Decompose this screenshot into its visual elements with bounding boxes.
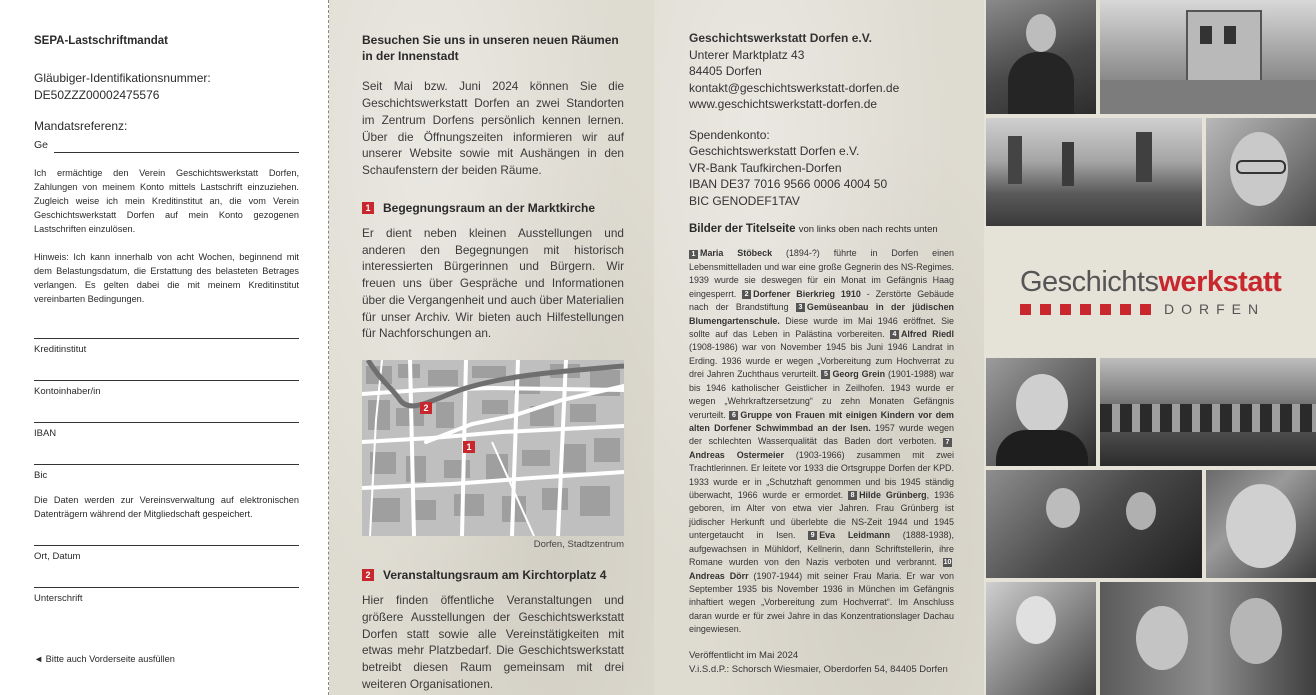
field-bic[interactable]: Bic	[34, 464, 299, 494]
logo-square-icon	[1040, 304, 1051, 315]
visdp: V.i.S.d.P.: Schorsch Wiesmaier, Oberdorfen 54, 84405 Dorfen	[689, 664, 948, 676]
map-graphic	[362, 360, 624, 536]
sepa-panel	[0, 0, 329, 695]
address-block	[689, 30, 954, 113]
captions-subtitle: von links oben nach rechts unten	[798, 224, 938, 236]
contact-panel	[654, 0, 984, 695]
footer-note	[34, 653, 175, 666]
map-caption: Dorfen, Stadtzentrum	[533, 539, 624, 551]
mandate-label: Mandatsreferenz:	[34, 119, 128, 134]
city: 84405 Dorfen	[689, 64, 762, 79]
caption-number-3: 3	[796, 303, 805, 312]
logo-part-2: werkstatt	[1158, 266, 1282, 298]
photo-maria-stoebeck	[986, 0, 1096, 114]
photo-andreas-ostermeier	[986, 470, 1202, 578]
photo-alfred-riedl	[1206, 118, 1316, 226]
logo-dorfen: DORFEN	[1164, 301, 1266, 317]
map-marker-1[interactable]: 1	[463, 441, 475, 453]
arrow-left-icon: ◄	[34, 654, 44, 664]
field-iban[interactable]: IBAN	[34, 422, 299, 464]
visit-intro: Seit Mai bzw. Juni 2024 können Sie die Geschichtswerkstatt Dorfen an zwei Standorten im Zentrum Dorfens persönlich kennen lernen. Über die Öffnungszeiten informieren wir auf unserer Website sowie mit Aushängen in den Schaufenstern der beiden Räume.	[362, 79, 624, 178]
caption-text-5: (1901-1988) war bis 1946 katholischer Geistlicher in Zeilhofen. 1943 wurde er wegen „Wehrkraftzersetzung“ zu zehn Monaten Gefängnis verurteilt.	[689, 369, 954, 420]
caption-number-6: 6	[729, 411, 738, 420]
visit-title: Besuchen Sie uns in unseren neuen Räumen in der Innenstadt	[362, 33, 619, 64]
caption-name-3: Gemüseanbau in der jüdischen Blumengartenschule.	[689, 302, 954, 326]
bank-name: VR-Bank Taufkirchen-Dorfen	[689, 160, 842, 175]
marker-1-icon: 1	[362, 202, 374, 214]
caption-name-8: Hilde Grünberg	[859, 490, 927, 501]
caption-text-1: (1894-?) führte in Dorfen einen Lebensmittelladen und war eine große Gegnerin des NS-Regimes. 1939 wurde sie deswegen für ein Monat im Gefängnis Haag eingesperrt.	[689, 248, 954, 299]
caption-text-3: Diese wurde im Mai 1946 eröffnet. Sie sollte auf das Leben in Palästina vorbereiten.	[689, 315, 954, 339]
email-link[interactable]: kontakt@geschichtswerkstatt-dorfen.de	[689, 80, 900, 95]
iban: IBAN DE37 7016 9566 0006 4004 50	[689, 177, 888, 192]
caption-number-4: 4	[890, 330, 899, 339]
section-2-title: Veranstaltungsraum am Kirchtorplatz 4	[383, 568, 607, 583]
logo-subline	[1020, 301, 1281, 317]
caption-number-1: 1	[689, 250, 698, 259]
hint-text: Hinweis: Ich kann innerhalb von acht Wochen, beginnend mit dem Belastungsdatum, die Erstattung des belasteten Betrages verlangen. Es gelten dabei die mit meinem Kreditinstitut vereinbarten Bedingungen.	[34, 251, 299, 304]
visit-panel	[329, 0, 654, 695]
caption-text-2: - Zerstörte Gebäude nach der Brandstiftung	[689, 288, 955, 313]
logo-square-icon	[1120, 304, 1131, 315]
sepa-title: SEPA-Lastschriftmandat	[34, 35, 168, 47]
website-link[interactable]: www.geschichtswerkstatt-dorfen.de	[689, 97, 878, 112]
photo-gemueseanbau	[986, 118, 1202, 226]
photo-panel	[984, 0, 1316, 695]
photo-schwimmbad-group	[1100, 358, 1316, 466]
field-ort-datum[interactable]: Ort, Datum	[34, 545, 299, 587]
mandate-prefix: Ge	[34, 138, 49, 151]
street: Unterer Marktplatz 43	[689, 47, 805, 62]
captions-text	[689, 247, 954, 636]
photo-hilde-gruenberg	[1206, 470, 1316, 578]
logo-wordmark	[1020, 266, 1281, 299]
caption-text-6: 1957 wurde wegen der schlechten Wasserqualität das Baden dort verboten.	[689, 422, 955, 447]
caption-number-5: 5	[821, 370, 830, 379]
caption-number-2: 2	[742, 290, 751, 299]
org-name: Geschichtswerkstatt Dorfen e.V.	[689, 31, 872, 45]
caption-name-9: Eva Leidmann	[819, 530, 891, 541]
logo-square-icon	[1060, 304, 1071, 315]
caption-text-8: , 1936 geboren, im Alter von etwa vier Jahren. Frau Grünberg ist jüdischer Herkunft und überlebte die NS-Zeit 1944 und 1945 untergetaucht in Isen.	[689, 490, 954, 541]
caption-name-10: Andreas Dörr	[689, 570, 749, 581]
caption-text-9: (1888-1938), aufgewachsen in Mühldorf, Kellnerin, dann Schriftstellerin, ihre Romane wurden von den Nazis verboten und verbrannt.	[689, 530, 954, 568]
footer-text: Bitte auch Vorderseite ausfüllen	[45, 654, 175, 664]
caption-number-7: 7	[943, 438, 952, 447]
logo-part-1: Geschichts	[1020, 266, 1159, 298]
caption-text-7: (1903-1966) zusammen mit zwei Trachtlerinnen. Er leitete vor 1933 die Ortsgruppe Dorfen der KPD. 1933 wurde er in „Schutzhaft genommen und bis 1945 ständig überwacht, 1966 wurde er ermordet.	[689, 449, 954, 501]
privacy-text: Die Daten werden zur Vereinsverwaltung auf elektronischen Datenträgern während der Mitgliedschaft gespeichert.	[34, 494, 299, 519]
caption-text-4: (1908-1986) war von November 1945 bis Juni 1946 Landrat in Erding. 1936 wurde er wegen „Vorbereitung zum Hochverrat zu drei Jahren Zuchthaus verurteilt.	[689, 342, 954, 380]
logo-square-icon	[1020, 304, 1031, 315]
mandate-reference-field[interactable]	[34, 138, 299, 153]
section-2-heading	[362, 568, 624, 582]
marker-2-icon: 2	[362, 569, 374, 581]
logo	[1020, 266, 1281, 317]
captions-heading	[689, 223, 954, 235]
account-holder: Geschichtswerkstatt Dorfen e.V.	[689, 144, 860, 159]
creditor-id: DE50ZZZ00002475576	[34, 88, 160, 103]
city-map[interactable]	[362, 360, 624, 536]
caption-number-10: 10	[943, 559, 952, 567]
photo-andreas-doerr	[1100, 582, 1316, 695]
section-1-text: Er dient neben kleinen Ausstellungen und anderen den Begegnungen mit historisch interessierten Bürgerinnen und Bürgern. Wir freuen uns über Gespräche und Informationen über die Vergangenheit und auch über Materialien für unser Archiv. Wir bieten auch Hilfestellungen für Nachforschungen an.	[362, 225, 624, 341]
donation-block	[689, 127, 954, 210]
photo-bierkrieg-ruins	[1100, 0, 1316, 114]
logo-square-icon	[1080, 304, 1091, 315]
field-unterschrift[interactable]: Unterschrift	[34, 587, 299, 629]
creditor-label: Gläubiger-Identifikationsnummer:	[34, 70, 211, 85]
captions-title: Bilder der Titelseite	[689, 223, 796, 236]
logo-square-icon	[1140, 304, 1151, 315]
caption-name-2: Dorfener Bierkrieg 1910	[753, 288, 861, 299]
photo-georg-grein	[986, 358, 1096, 466]
bic: BIC GENODEF1TAV	[689, 193, 800, 208]
caption-number-8: 8	[848, 491, 857, 500]
caption-name-4: Alfred Riedl	[900, 329, 954, 339]
photo-eva-leidmann	[986, 582, 1096, 695]
authorization-text: Ich ermächtige den Verein Geschichtswerkstatt Dorfen, Zahlungen von meinem Konto mittels Lastschrift einzuziehen. Zugleich weise ich mein Kreditinstitut an, die vom Verein Geschichtswerkstatt Dorfen auf mein Konto gezogenen Lastschriften einzulösen.	[34, 168, 299, 234]
caption-text-10: (1907-1944) mit seiner Frau Maria. Er war von September 1935 bis November 1936 in München im Gefängnis inhaftiert wegen „Vorbereitung zum Hochverrat“. Im Anschluss daran wurde er für zwei Jahre in das Konzentrationslager Dachau eingewiesen.	[689, 570, 954, 635]
imprint	[689, 649, 954, 678]
published-date: Veröffentlicht im Mai 2024	[689, 649, 799, 661]
map-marker-2[interactable]: 2	[420, 402, 432, 414]
donation-label: Spendenkonto:	[689, 127, 770, 142]
section-1-heading	[362, 201, 624, 215]
section-1-title: Begegnungsraum an der Marktkirche	[383, 200, 596, 215]
field-kontoinhaber[interactable]: Kontoinhaber/in	[34, 380, 299, 422]
caption-name-1: Maria Stöbeck	[700, 248, 773, 259]
caption-name-5: Georg Grein	[832, 369, 886, 380]
mandate-line	[54, 140, 299, 153]
caption-number-9: 9	[808, 531, 817, 540]
caption-name-6: Gruppe von Frauen mit einigen Kindern vor dem alten Dorfener Schwimmbad an der Isen.	[689, 409, 954, 433]
section-2-text: Hier finden öffentliche Veranstaltungen und größere Ausstellungen der Geschichtswerkstatt Dorfen statt sowie alle Vereinstätigkeiten mit etwas mehr Platzbedarf. Die Geschichtswerkstatt betreibt diesen Raum gemeinsam mit drei weiteren Organisationen.	[362, 593, 624, 691]
field-kreditinstitut[interactable]: Kreditinstitut	[34, 338, 299, 380]
logo-square-icon	[1100, 304, 1111, 315]
caption-name-7: Andreas Ostermeier	[689, 449, 784, 460]
